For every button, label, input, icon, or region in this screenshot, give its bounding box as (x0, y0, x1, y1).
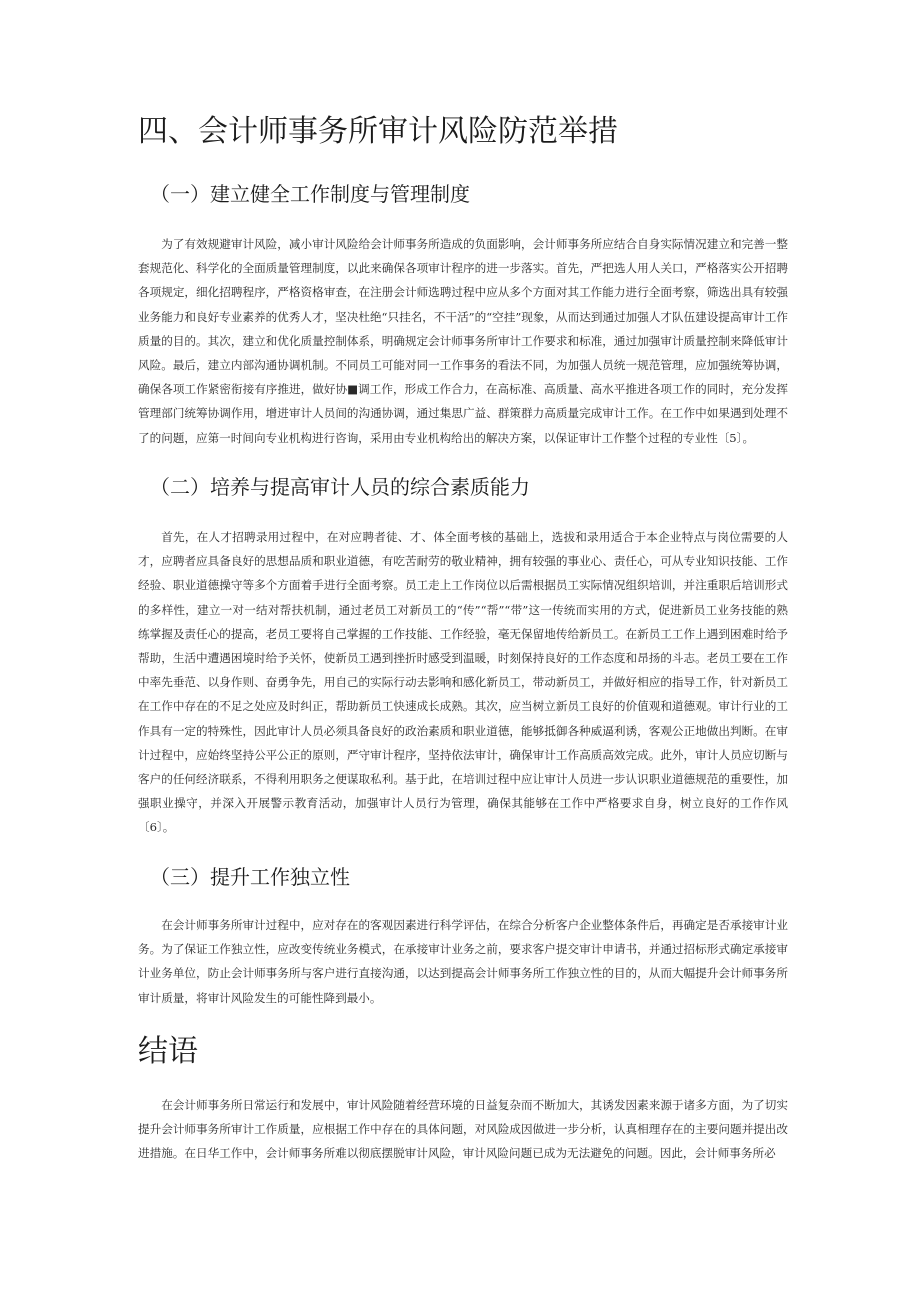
conclusion-title: 结语 (138, 1034, 198, 1069)
subsection-heading-1: （一）建立健全工作制度与管理制度 (150, 182, 470, 206)
subsection-heading-2: （二）培养与提高审计人员的综合素质能力 (150, 475, 530, 499)
subsection-paragraph-1: 为了有效规避审计风险，减小审计风险给会计师事务所造成的负面影响，会计师事务所应结合自身实际情况建立和完善一整套规范化、科学化的全面质量管理制度，以此来确保各项审计程序的进一步落实。首先，严把选人用人关口，严格落实公开招聘各项规定，细化招聘程序，严格资格审查，在注册会计师选聘过程中应从多个方面对其工作能力进行全面考察，筛选出具有较强业务能力和良好专业素养的优秀人才，坚决杜绝“只挂名，不干活”的“空挂”现象，从而达到通过加强人才队伍建设提高审计工作质量的目的。其次，建立和优化质量控制体系，明确规定会计师事务所审计工作要求和标准，通过加强审计质量控制来降低审计风险。最后，建立内部沟通协调机制。不同员工可能对同一工作事务的看法不同，为加强人员统一规范管理，应加强统筹协调，确保各项工作紧密衔接有序推进，做好协■调工作，形成工作合力，在高标准、高质量、高水平推进各项工作的同时，充分发挥管理部门统筹协调作用，增进审计人员间的沟通协调，通过集思广益、群策群力高质量完成审计工作。在工作中如果遇到处理不了的问题，应第一时间向专业机构进行咨询，采用由专业机构给出的解决方案，以保证审计工作整个过程的专业性〔5〕。 (138, 237, 788, 445)
section-title: 四、会计师事务所审计风险防范举措 (138, 114, 618, 149)
subsection-paragraph-3: 在会计师事务所审计过程中，应对存在的客观因素进行科学评估，在综合分析客户企业整体条件后，再确定是否承接审计业务。为了保证工作独立性，应改变传统业务模式，在承接审计业务之前，要求客户提交审计申请书，并通过招标形式确定承接审计业务单位，防止会计师事务所与客户进行直接沟通，以达到提高会计师事务所工作独立性的目的，从而大幅提升会计师事务所审计质量，将审计风险发生的可能性降到最小。 (138, 918, 788, 1005)
subsection-paragraph-2: 首先，在人才招聘录用过程中，在对应聘者徒、才、体全面考核的基础上，选拔和录用适合于本企业特点与岗位需要的人才，应聘者应具备良好的思想品质和职业道德，有吃苦耐劳的敬业精神，拥有较强的事业心、责任心，可从专业知识技能、工作经验、职业道德操守等多个方面着手进行全面考察。员工走上工作岗位以后需根据员工实际情况组织培训，并注重职后培训形式的多样性，建立一对一结对帮扶机制，通过老员工对新员工的“传”“帮”“带”这一传统而实用的方式，促进新员工业务技能的熟练掌握及责任心的提高，老员工要将自己掌握的工作技能、工作经验，毫无保留地传给新员工。在新员工工作上遇到困难时给予帮助，生活中遭遇困境时给予关怀，使新员工遇到挫折时感受到温暖，时刻保持良好的工作态度和昂扬的斗志。老员工要在工作中率先垂范、以身作则、奋勇争先，用自己的实际行动去影响和感化新员工，带动新员工，并做好相应的指导工作，针对新员工在工作中存在的不足之处应及时纠正，帮助新员工快速成长成熟。其次，应当树立新员工良好的价值观和道德观。审计行业的工作具有一定的特殊性，因此审计人员必须具备良好的政治素质和职业道德，能够抵御各种威逼利诱，客观公正地做出判断。在审计过程中，应始终坚持公平公正的原则，严守审计程序，坚持依法审计，确保审计工作高质高效完成。此外，审计人员应切断与客户的任何经济联系，不得利用职务之便谋取私利。基于此，在培训过程中应让审计人员进一步认识职业道德规范的重要性，加强职业操守，并深入开展警示教育活动，加强审计人员行为管理，确保其能够在工作中严格要求自身，树立良好的工作作风〔6〕。 (138, 530, 788, 835)
conclusion-paragraph: 在会计师事务所日常运行和发展中，审计风险随着经营环境的日益复杂而不断加大，其诱发因素来源于诸多方面，为了切实提升会计师事务所审计工作质量，应根据工作中存在的具体问题，对风险成因做进一步分析，认真相理存在的主要问题并提出改进措施。在日华工作中，会计师事务所难以彻底摆脱审计风险，审计风险问题已成为无法避免的问题。因此，会计师事务所必 (138, 1098, 788, 1161)
subsection-heading-3: （三）提升工作独立性 (150, 865, 350, 889)
